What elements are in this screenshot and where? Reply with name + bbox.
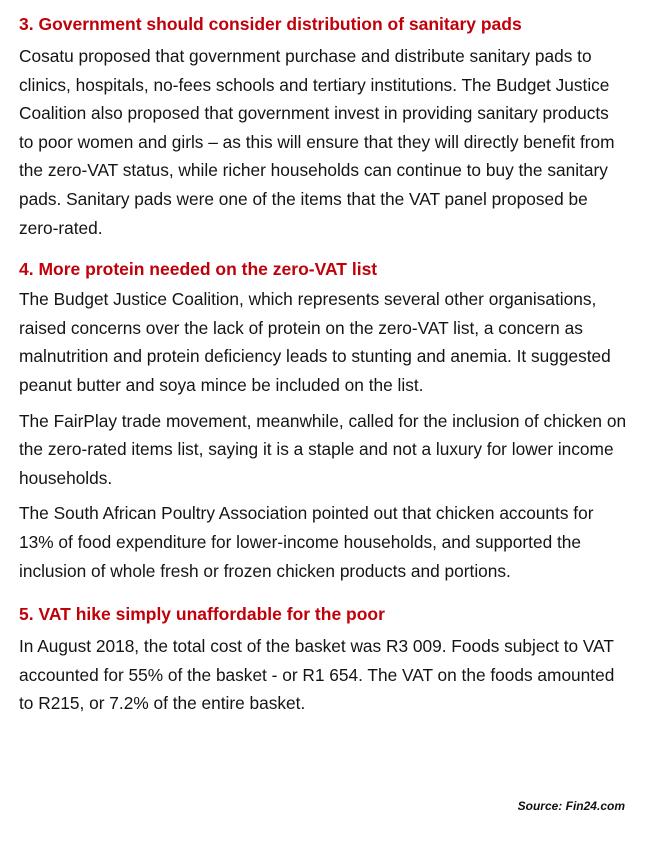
section-heading-protein: 4. More protein needed on the zero-VAT list xyxy=(19,259,378,280)
paragraph-budget-justice-coalition: The Budget Justice Coalition, which represents several other organisations, raised concerns over the lack of protein on the zero-VAT list, a concern as malnutrition and protein deficiency leads to stunting and anemia. It suggested peanut butter and soya mince be included on the list. xyxy=(19,289,611,395)
paragraph-poultry-association: The South African Poultry Association pointed out that chicken accounts for 13% of food expenditure for lower-income households, and supported the inclusion of whole fresh or frozen chicken products and portions. xyxy=(19,503,594,581)
section-heading-vat-hike: 5. VAT hike simply unaffordable for the poor xyxy=(19,604,385,625)
paragraph-sanitary-pads: Cosatu proposed that government purchase and distribute sanitary pads to clinics, hospitals, no-fees schools and tertiary institutions. The Budget Justice Coalition also proposed that government invest in providing sanitary products to poor women and girls – as this will ensure that they will directly benefit from the zero-VAT status, while richer households can continue to buy the sanitary pads. Sanitary pads were one of the items that the VAT panel proposed be zero-rated. xyxy=(19,46,615,238)
paragraph-basket-cost: In August 2018, the total cost of the basket was R3 009. Foods subject to VAT accounted for 55% of the basket - or R1 654. The VAT on the foods amounted to R215, or 7.2% of the entire basket. xyxy=(19,636,615,714)
source-credit: Source: Fin24.com xyxy=(517,799,625,813)
section-heading-sanitary-pads: 3. Government should consider distribution of sanitary pads xyxy=(19,14,522,34)
paragraph-fairplay: The FairPlay trade movement, meanwhile, called for the inclusion of chicken on the zero-rated items list, saying it is a staple and not a luxury for lower income households. xyxy=(19,410,627,488)
